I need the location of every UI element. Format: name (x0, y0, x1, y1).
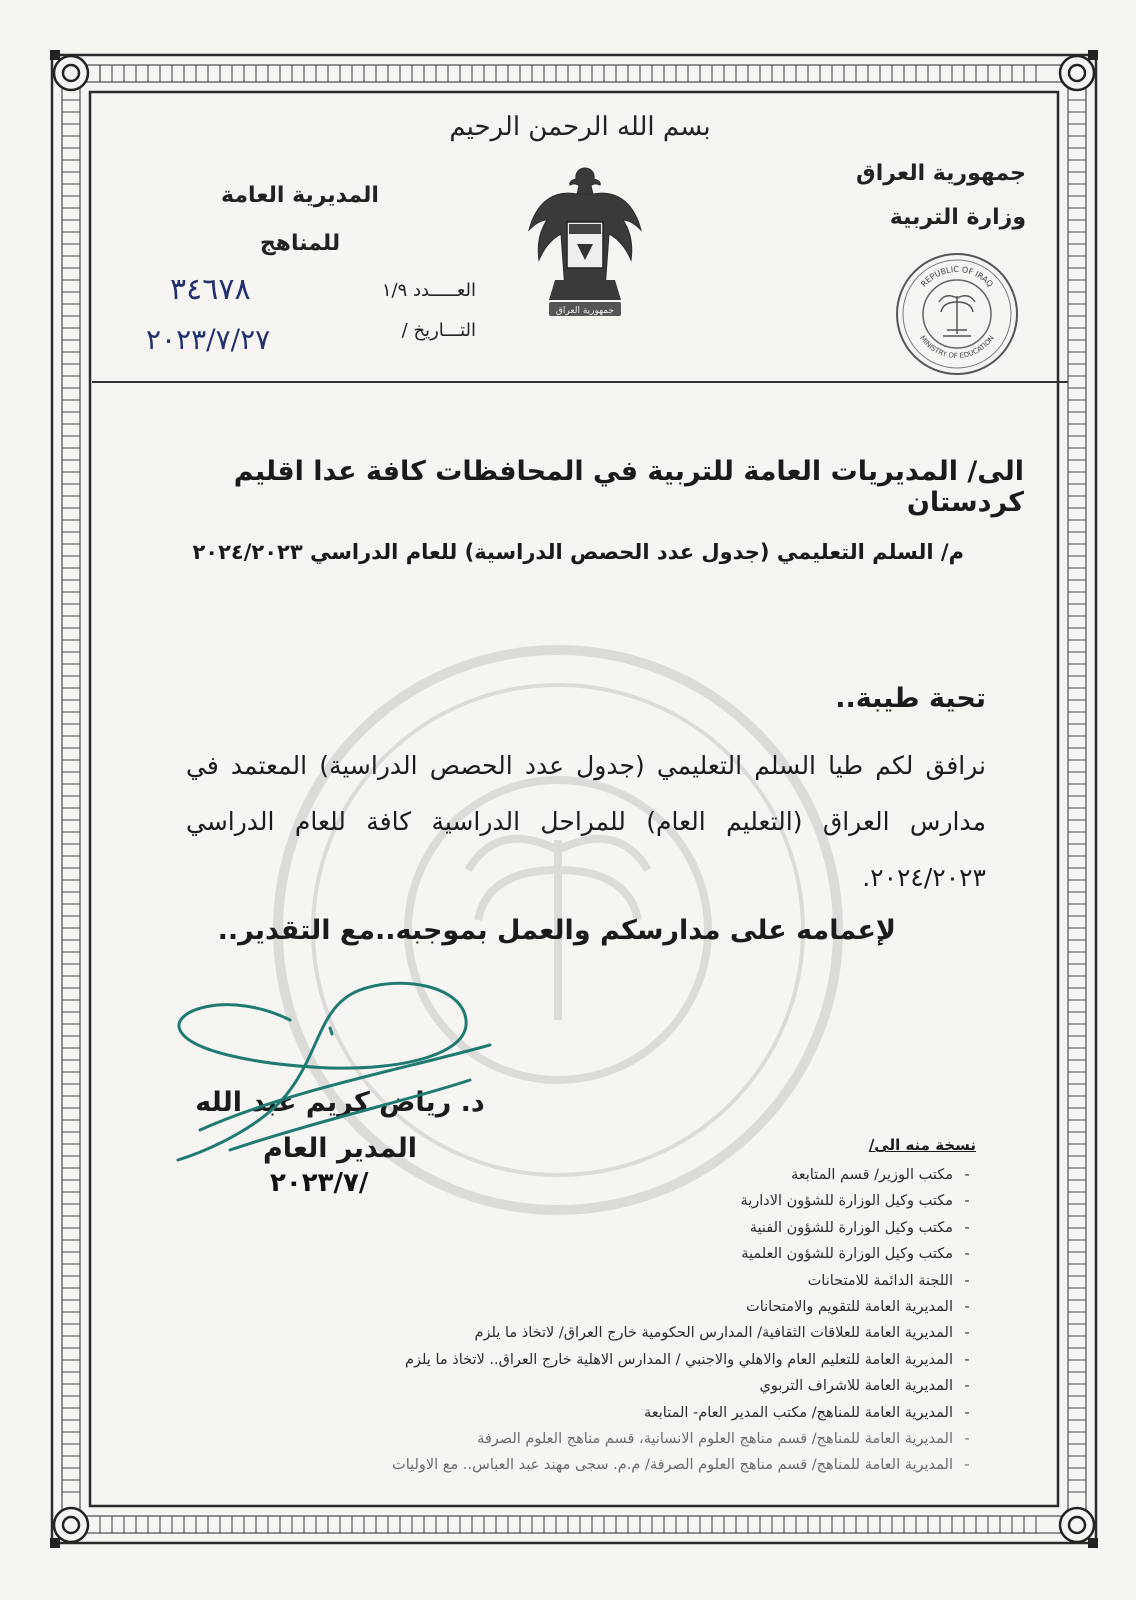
copy-item: -اللجنة الدائمة للامتحانات (807, 1272, 970, 1289)
copy-item: -المديرية العامة للمناهج/ قسم مناهج العلوم الصرفة/ م.م. سجى مهند عبد العباس.. مع الاوليات (392, 1457, 970, 1474)
ministry-seal (893, 250, 1021, 378)
recipient-line: الى/ المديريات العامة للتربية في المحافظات كافة عدا اقليم كردستان (233, 456, 1024, 518)
greeting: تحية طيبة.. (835, 683, 986, 714)
number-value: ٣٤٦٧٨ (170, 272, 251, 307)
bismillah-heading: بسم الله الرحمن الرحيم (449, 112, 711, 142)
copy-item: -مكتب وكيل الوزارة للشؤون الفنية (749, 1219, 970, 1236)
copies-list (261, 1162, 981, 1479)
subject-line: م/ السلم التعليمي (جدول عدد الحصص الدراسية) للعام الدراسي ٢٠٢٤/٢٠٢٣ (192, 540, 964, 564)
copy-item: -المديرية العامة للمناهج/ مكتب المدير العام- المتابعة (644, 1404, 970, 1421)
ministry-header (786, 152, 1026, 240)
signatory-title: المدير العام (263, 1133, 417, 1164)
number-label: العـــــدد ١/٩ (381, 280, 476, 301)
iraq-eagle-emblem (525, 160, 645, 330)
seal-bottom-text: MINISTRY OF EDUCATION (918, 334, 996, 361)
copy-item: -المديرية العامة للتعليم العام والاهلي والاجنبي / المدارس الاهلية خارج العراق.. لاتخاذ ما يلزم (405, 1351, 970, 1368)
copy-item: -مكتب الوزير/ قسم المتابعة (790, 1167, 970, 1183)
seal-top-text: REPUBLIC OF IRAQ (919, 264, 995, 289)
emblem-caption: جمهورية العراق (555, 306, 615, 316)
ministry-name: وزارة التربية (889, 205, 1026, 230)
copy-item: -مكتب وكيل الوزارة للشؤون العلمية (741, 1246, 970, 1263)
date-value: ٢٠٢٣/٧/٢٧ (146, 323, 271, 356)
body-paragraph: نرافق لكم طيا السلم التعليمي (جدول عدد الحصص الدراسية) المعتمد في مدارس العراق (التعليم العام) للمراحل الدراسية كافة للعام الدراسي ٢٠٢٤/٢٠٢٣. (186, 751, 986, 892)
directorate-name: المديرية العامة (221, 183, 379, 208)
copy-item: -مكتب وكيل الوزارة للشؤون الادارية (740, 1193, 970, 1210)
copy-item: -المديرية العامة للتقويم والامتحانات (746, 1298, 970, 1315)
closing-line: لإعمامه على مدارسكم والعمل بموجبه..مع التقدير.. (217, 915, 896, 946)
copy-item: -المديرية العامة للاشراف التربوي (759, 1378, 970, 1395)
directorate-sub: للمناهج (259, 231, 341, 256)
svg-text:REPUBLIC OF IRAQ (919, 265, 995, 289)
copy-item: -المديرية العامة للعلاقات الثقافية/ المدارس الحكومية خارج العراق/ لاتخاذ ما يلزم (474, 1325, 970, 1342)
copy-item: -المديرية العامة للمناهج/ قسم مناهج العلوم الانسانية، قسم مناهج العلوم الصرفة (477, 1430, 970, 1447)
copies-heading: نسخة منه الى/ (868, 1136, 976, 1154)
date-label: التـــاريخ / (401, 320, 476, 341)
country-name: جمهورية العراق (856, 161, 1026, 186)
handwritten-signature (170, 960, 530, 1180)
svg-text:MINISTRY OF EDUCATION (918, 334, 996, 360)
signature-date: ٢٠٢٣/٧/ (270, 1168, 369, 1198)
signatory-name: د. رياض كريم عبد الله (195, 1087, 485, 1118)
directorate-header (190, 172, 410, 268)
header-divider (92, 381, 1068, 383)
